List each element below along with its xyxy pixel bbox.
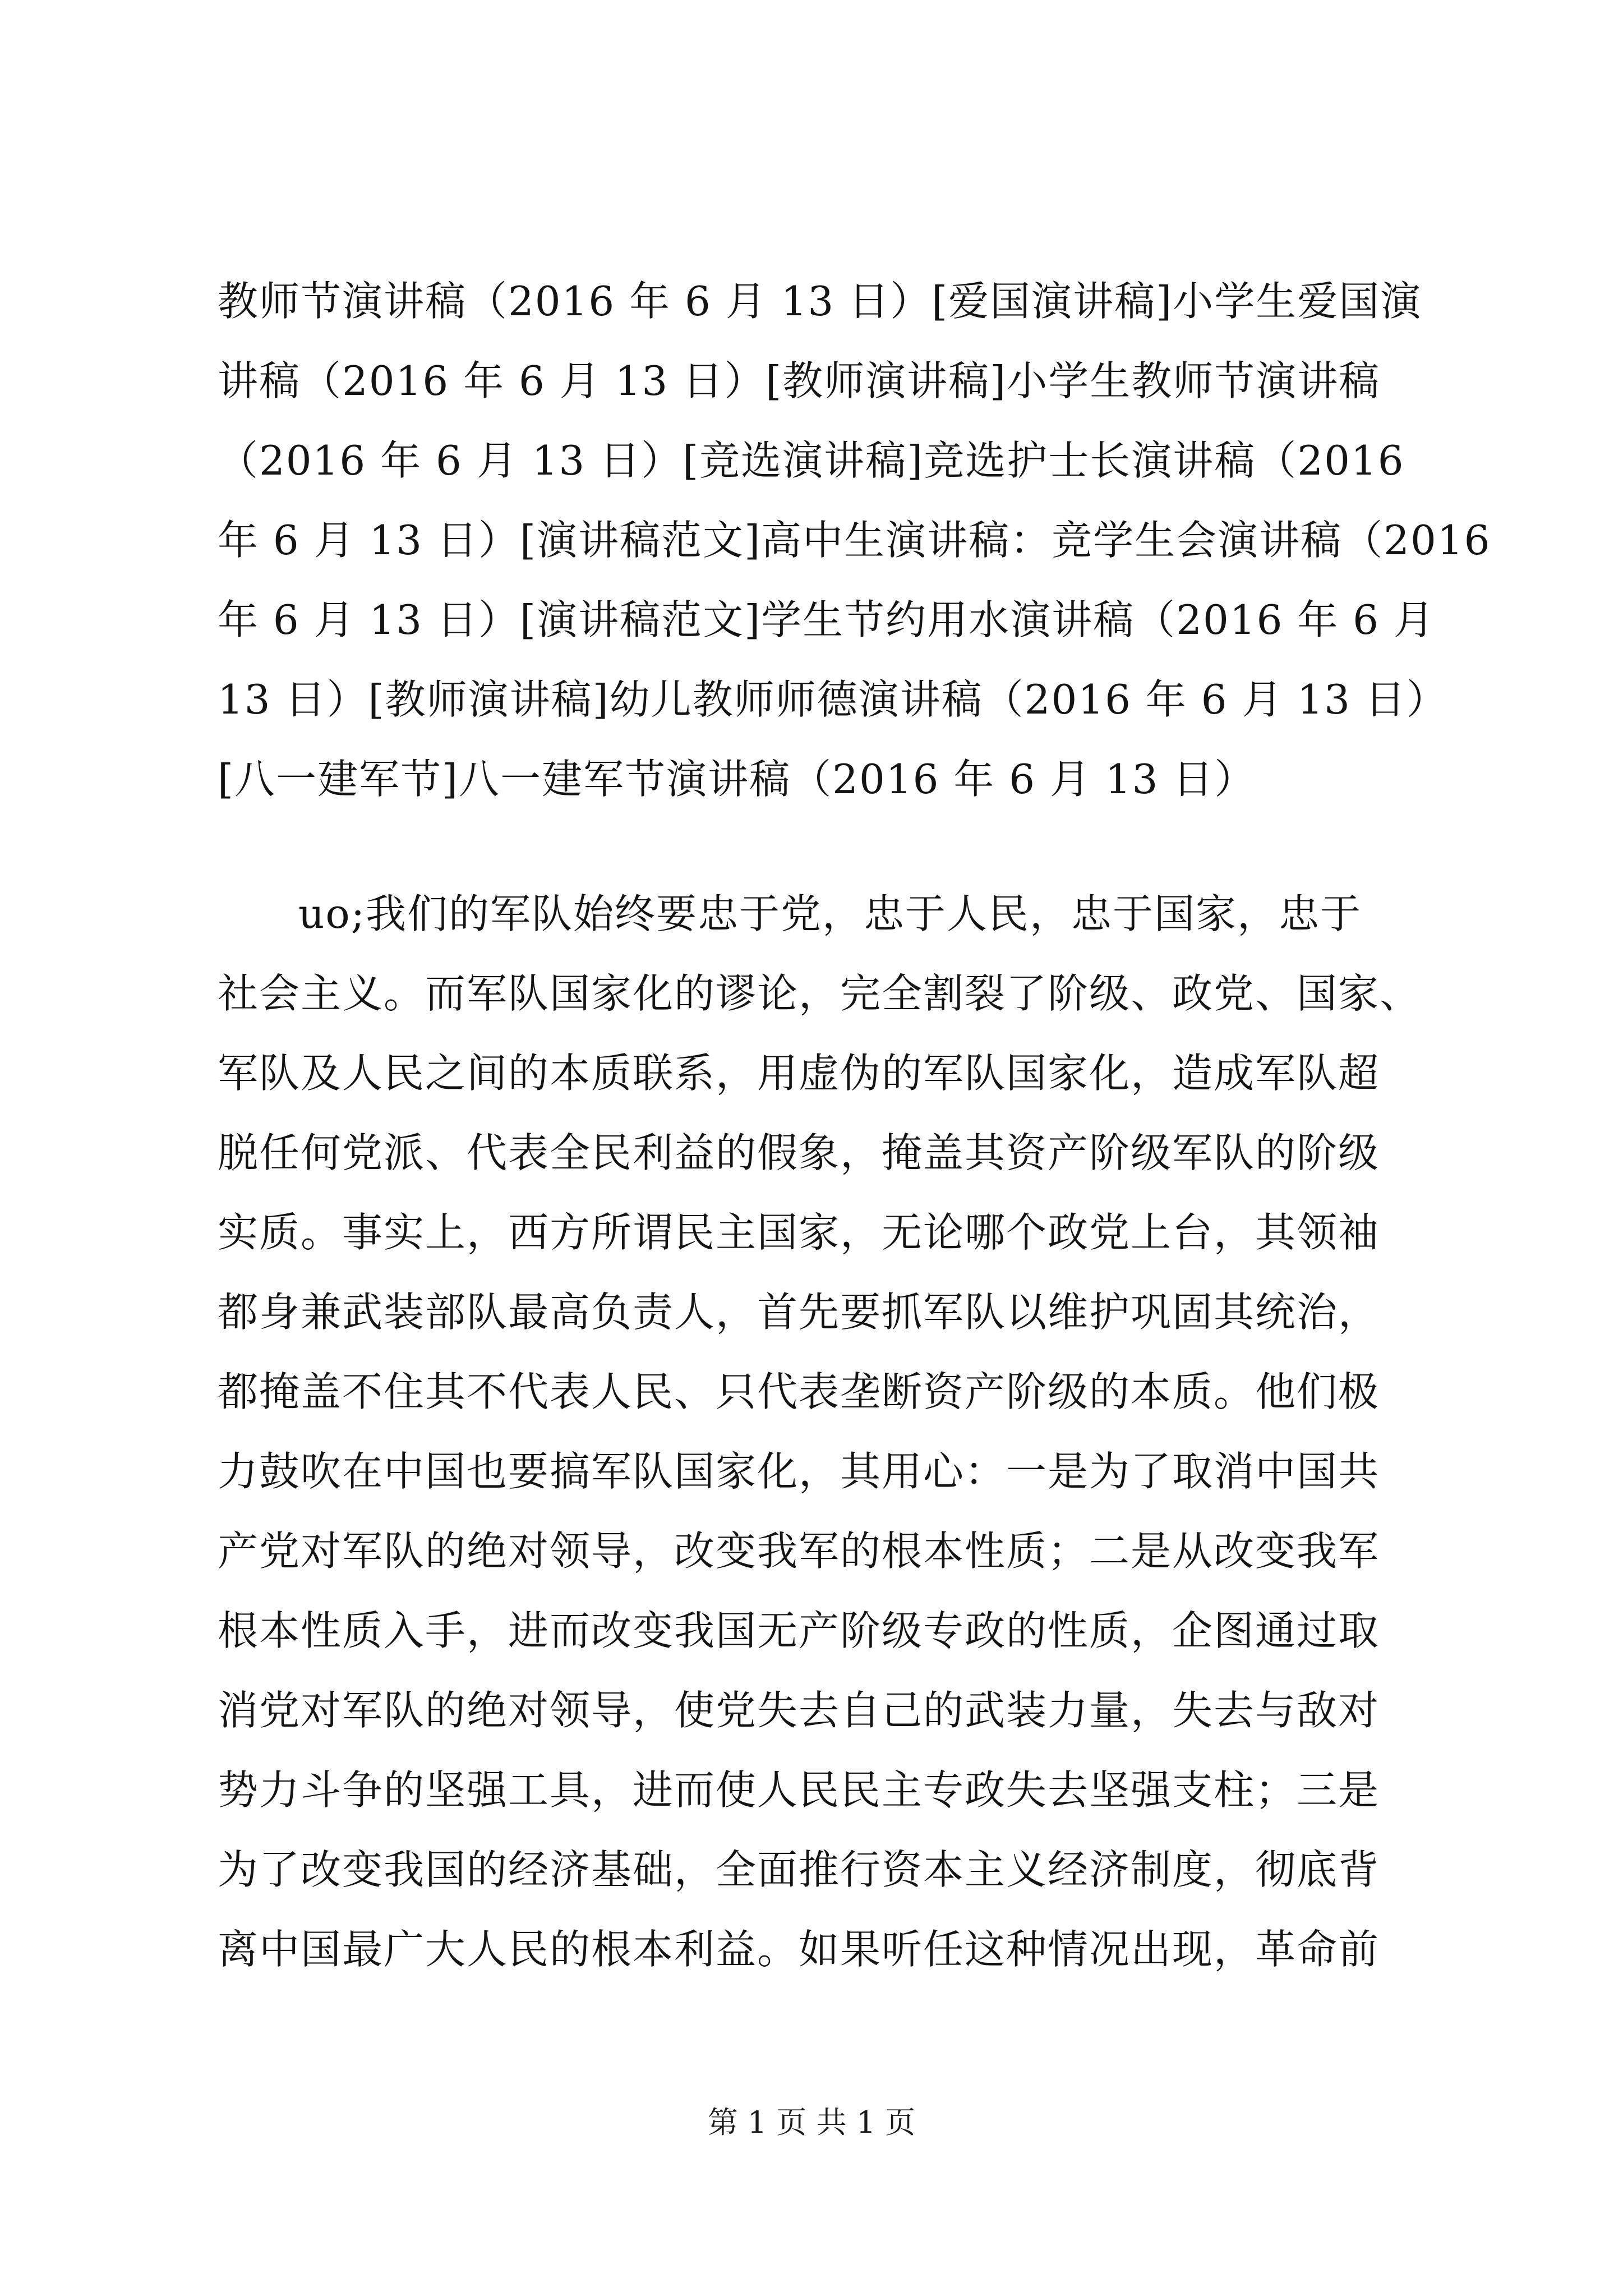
text-line: 离中国最广大人民的根本利益。如果听任这种情况出现，革命前 <box>218 1926 1380 1973</box>
text-line: 脱任何党派、代表全民利益的假象，掩盖其资产阶级军队的阶级 <box>218 1129 1380 1176</box>
body-paragraph <box>218 874 1422 1989</box>
page-number-footer: 第 1 页 共 1 页 <box>707 2105 916 2140</box>
intro-paragraph <box>218 261 1491 819</box>
text-line: 为了改变我国的经济基础，全面推行资本主义经济制度，彻底背 <box>218 1846 1380 1893</box>
text-line: 13 日）[教师演讲稿]幼儿教师师德演讲稿（2016 年 6 月 13 日） <box>218 676 1448 723</box>
text-line: 势力斗争的坚强工具，进而使人民民主专政失去坚强支柱；三是 <box>218 1766 1380 1814</box>
text-line: 实质。事实上，西方所谓民主国家，无论哪个政党上台，其领袖 <box>218 1209 1380 1256</box>
text-line: 社会主义。而军队国家化的谬论，完全割裂了阶级、政党、国家、 <box>218 970 1422 1017</box>
text-line: （2016 年 6 月 13 日）[竞选演讲稿]竞选护士长演讲稿（2016 <box>218 437 1405 484</box>
text-line: 力鼓吹在中国也要搞军队国家化，其用心：一是为了取消中国共 <box>218 1448 1380 1495</box>
text-line: 都身兼武装部队最高负责人，首先要抓军队以维护巩固其统治， <box>218 1289 1380 1336</box>
text-line: 产党对军队的绝对领导，改变我军的根本性质；二是从改变我军 <box>218 1527 1380 1575</box>
text-line: 讲稿（2016 年 6 月 13 日）[教师演讲稿]小学生教师节演讲稿 <box>218 357 1381 404</box>
text-line: uo;我们的军队始终要忠于党，忠于人民，忠于国家，忠于 <box>298 890 1362 937</box>
text-line: 教师节演讲稿（2016 年 6 月 13 日）[爱国演讲稿]小学生爱国演 <box>218 278 1422 325</box>
text-line: 消党对军队的绝对领导，使党失去自己的武装力量，失去与敌对 <box>218 1687 1380 1734</box>
text-line: 都掩盖不住其不代表人民、只代表垄断资产阶级的本质。他们极 <box>218 1368 1380 1415</box>
text-line: [八一建军节]八一建军节演讲稿（2016 年 6 月 13 日） <box>218 756 1256 803</box>
text-line: 年 6 月 13 日）[演讲稿范文]学生节约用水演讲稿（2016 年 6 月 <box>218 596 1435 643</box>
text-line: 年 6 月 13 日）[演讲稿范文]高中生演讲稿：竞学生会演讲稿（2016 <box>218 517 1491 564</box>
text-line: 军队及人民之间的本质联系，用虚伪的军队国家化，造成军队超 <box>218 1050 1380 1097</box>
text-line: 根本性质入手，进而改变我国无产阶级专政的性质，企图通过取 <box>218 1607 1380 1654</box>
